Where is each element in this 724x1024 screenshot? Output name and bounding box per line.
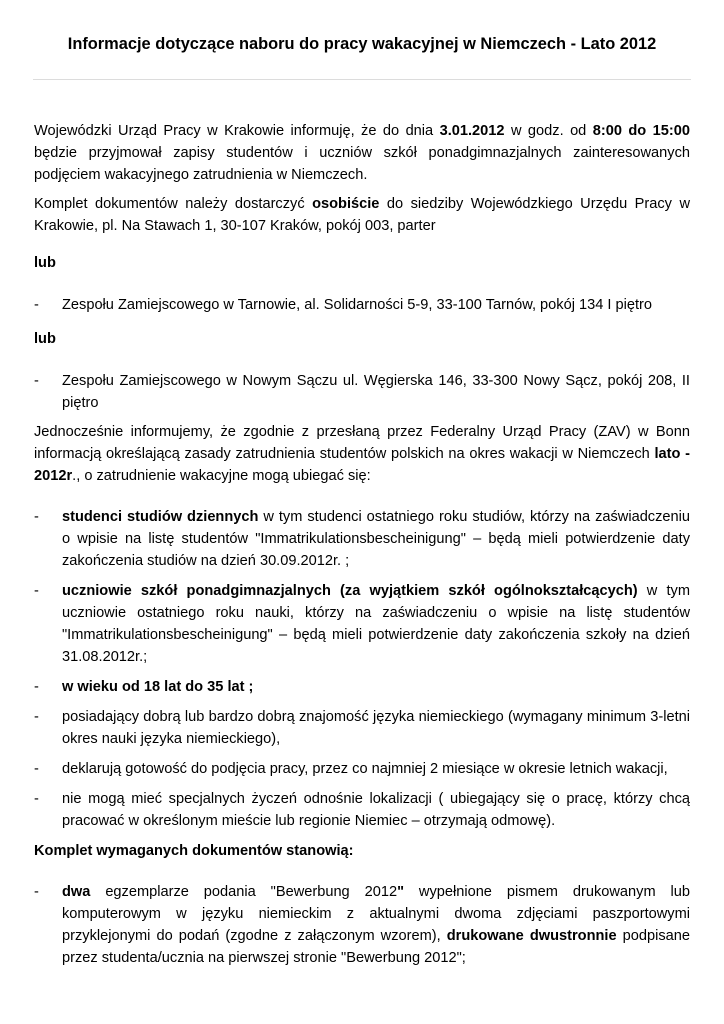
delivery-in-person: osobiście <box>312 196 380 212</box>
office-nowy-sacz-item <box>34 370 690 414</box>
list-item <box>34 758 690 780</box>
office-hours: 8:00 do 15:00 <box>592 123 690 139</box>
intro-paragraph <box>34 120 690 186</box>
documents-heading: Komplet wymaganych dokumentów stanowią: <box>34 843 354 859</box>
pupils-label: uczniowie szkół ponadgimnazjalnych (za wyjątkiem szkół ogólnokształcących) <box>62 583 638 599</box>
list-item <box>34 788 690 832</box>
or-label-1: lub <box>34 255 56 271</box>
intro-text-3: będzie przyjmował zapisy studentów i uczniów szkół ponadgimnazjalnych zainteresowanych podjęciem wakacyjnego zatrudnienia w Niemczech. <box>34 145 690 183</box>
readiness-requirement: deklarują gotowość do podjęcia pracy, przez co najmniej 2 miesiące w okresie letnich wakacji, <box>62 761 668 777</box>
document-body <box>34 120 690 969</box>
zav-text-1: Jednocześnie informujemy, że zgodnie z przesłaną przez Federalny Urząd Pracy (ZAV) w Bonn informacją określającą zasady zatrudnienia studentów polskich na okres wakacji w Niemczech <box>34 424 690 462</box>
page-title: Informacje dotyczące naboru do pracy wakacyjnej w Niemczech - Lato 2012 <box>67 35 657 53</box>
zav-paragraph <box>34 421 690 487</box>
documents-text-1: egzemplarze podania "Bewerbung 2012 <box>90 884 398 900</box>
list-item <box>34 706 690 750</box>
office-nowy-sacz-text: Zespołu Zamiejscowego w Nowym Sączu ul. Węgierska 146, 33-300 Nowy Sącz, pokój 208, II piętro <box>62 373 690 411</box>
or-label-2: lub <box>34 331 56 347</box>
dash-marker: - <box>34 509 39 525</box>
documents-text-2: wypełnione pismem drukowanym lub komputerowym w języku niemieckim z aktualnymi dwoma zdjęciami paszportowymi przyklejonymi do podań (zgodne z załączonym wzorem), <box>62 884 690 944</box>
dash-marker: - <box>34 791 39 807</box>
eligibility-list <box>34 506 690 832</box>
dash-marker: - <box>34 297 39 313</box>
dash-marker: - <box>34 679 39 695</box>
delivery-text-1: Komplet dokumentów należy dostarczyć <box>34 196 313 212</box>
zav-season: lato - 2012r <box>34 446 690 484</box>
documents-quote: " <box>397 884 404 900</box>
list-item <box>34 506 690 572</box>
dash-marker: - <box>34 583 39 599</box>
title-divider <box>33 79 691 80</box>
documents-item <box>34 881 690 969</box>
documents-text-3: podpisane przez studenta/ucznia na pierwszej stronie "Bewerbung 2012"; <box>62 928 690 966</box>
deadline-date: 3.01.2012 <box>439 123 505 139</box>
delivery-paragraph <box>34 193 690 237</box>
language-requirement: posiadający dobrą lub bardzo dobrą znajomość języka niemieckiego (wymagany minimum 3-letni okres nauki języka niemieckiego), <box>62 709 690 747</box>
office-tarnow-text: Zespołu Zamiejscowego w Tarnowie, al. Solidarności 5-9, 33-100 Tarnów, pokój 134 I piętro <box>62 297 653 313</box>
age-requirement: w wieku od 18 lat do 35 lat ; <box>62 679 254 695</box>
location-requirement: nie mogą mieć specjalnych życzeń odnośnie lokalizacji ( ubiegający się o pracę, którzy chcą pracować w określonym mieście lub regionie Niemiec – otrzymają odmowę). <box>62 791 690 829</box>
list-item <box>34 676 690 698</box>
copies-count: dwa <box>62 884 91 900</box>
office-tarnow-item <box>34 294 690 316</box>
dash-marker: - <box>34 709 39 725</box>
dash-marker: - <box>34 761 39 777</box>
students-text: w tym studenci ostatniego roku studiów, którzy na zaświadczeniu o wpisie na listę studentów "Immatrikulationsbescheinigung" – będą mieli potwierdzenie daty zakończenia studiów na dzień 30.09.2012r. ; <box>62 509 690 569</box>
intro-text-2: w godz. od <box>504 123 593 139</box>
students-label: studenci studiów dziennych <box>62 509 259 525</box>
intro-text-1: Wojewódzki Urząd Pracy w Krakowie informuję, że do dnia <box>34 123 440 139</box>
delivery-text-2: do siedziby Wojewódzkiego Urzędu Pracy w Krakowie, pl. Na Stawach 1, 30-107 Kraków, pokój 003, parter <box>34 196 690 234</box>
dash-marker: - <box>34 884 39 900</box>
zav-text-2: ., o zatrudnienie wakacyjne mogą ubiegać się: <box>72 468 371 484</box>
list-item <box>34 580 690 668</box>
dash-marker: - <box>34 373 39 389</box>
double-sided-note: drukowane dwustronnie <box>446 928 617 944</box>
pupils-text: w tym uczniowie ostatniego roku nauki, którzy na zaświadczeniu o wpisie na listę studentów "Immatrikulationsbescheinigung" – będą mieli potwierdzenie daty zakończenia szkoły na dzień 31.08.2012r.; <box>62 583 690 665</box>
